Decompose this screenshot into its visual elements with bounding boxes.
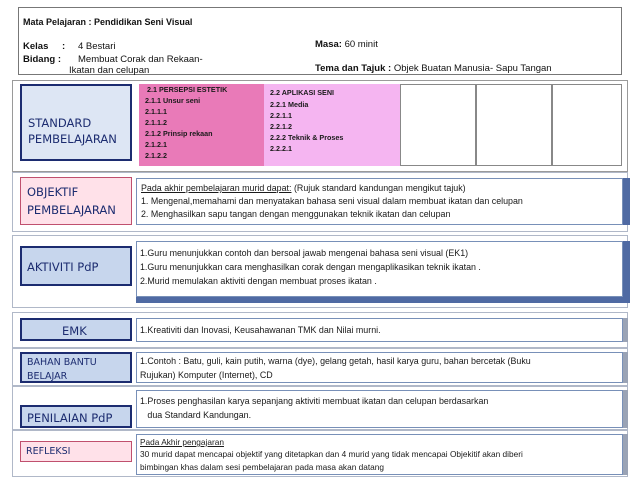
penilaian-shadow [623, 390, 628, 428]
penilaian-pdp-label [20, 405, 132, 428]
refleksi-label-text: REFLEKSI [26, 446, 71, 457]
refleksi-label [20, 441, 132, 462]
emk-text: 1.Kreativiti dan Inovasi, Keusahawanan TMK dan Nilai murni. [140, 325, 381, 335]
tema-value: Objek Buatan Manusia- Sapu Tangan [391, 63, 552, 74]
estetik-item: 2.1.1.1 [145, 107, 167, 116]
masa-field [315, 39, 378, 50]
estetik-item: 2.1.1.2 [145, 118, 167, 127]
bidang-value-line-2: Ikatan dan celupan [69, 65, 150, 76]
objektif-intro [141, 183, 466, 194]
emk-label [20, 318, 132, 341]
refleksi-line-1: Pada Akhir pengajaran [140, 437, 224, 447]
estetik-item: 2.1.2 Prinsip rekaan [145, 129, 213, 138]
refleksi-line-2: 30 murid dapat mencapai objektif yang ditetapkan dan 4 murid yang tidak mencapai Objekitif akan diberi [140, 449, 523, 459]
objektif-line-2: 2. Menghasilkan sapu tangan dengan menggunakan teknik ikatan dan celupan [141, 209, 451, 219]
penilaian-content [136, 390, 623, 428]
objektif-label-line-1: OBJEKTIF [27, 185, 79, 199]
kelas-colon: : [62, 41, 66, 52]
aplikasi-seni-box [264, 84, 400, 166]
bidang-label: Bidang : [23, 54, 61, 65]
aplikasi-heading: 2.2 APLIKASI SENI [270, 88, 335, 97]
refleksi-line-3: bimbingan khas dalam sesi pembelajaran pada masa akan datang [140, 462, 384, 472]
bahan-content [136, 352, 623, 383]
kelas-value: 4 Bestari [78, 41, 116, 52]
estetik-item: 2.1.2.1 [145, 140, 167, 149]
aplikasi-item: 2.2.1.2 [270, 122, 292, 131]
bahan-line-1: 1.Contoh : Batu, guli, kain putih, warna (dye), gelang getah, hasil karya guru, bahan bercetak (Buku [140, 356, 531, 366]
persepsi-estetik-box [139, 84, 264, 166]
standard-empty-cell-2 [476, 84, 552, 166]
aplikasi-item: 2.2.2.1 [270, 144, 292, 153]
objektif-intro-rest: (Rujuk standard kandungan mengikut tajuk) [291, 183, 466, 193]
aktiviti-shadow-right [623, 241, 630, 303]
bahan-line-2: Rujukan) Komputer (Internet), CD [140, 370, 273, 380]
aktiviti-content [136, 241, 623, 297]
tema-label: Tema dan Tajuk : [315, 63, 392, 74]
bidang-value-line-1: Membuat Corak dan Rekaan- [78, 54, 203, 65]
bahan-shadow [623, 352, 628, 383]
refleksi-content [136, 434, 623, 475]
aktiviti-line-2: 1.Guru menunjukkan cara menghasilkan corak dengan mengaplikasikan teknik ikatan . [140, 262, 481, 272]
aplikasi-item: 2.2.1 Media [270, 100, 309, 109]
emk-label-text: EMK [62, 324, 87, 338]
aktiviti-pdp-label [20, 246, 132, 286]
estetik-heading: 2.1 PERSEPSI ESTETIK [147, 85, 228, 94]
standard-label-line-1: STANDARD [28, 116, 92, 130]
aplikasi-item: 2.2.1.1 [270, 111, 292, 120]
aktiviti-shadow-bottom [136, 297, 630, 303]
standard-label-line-2: PEMBELAJARAN [28, 132, 117, 146]
bahan-bantu-belajar-label [20, 352, 132, 383]
penilaian-label-text: PENILAIAN PdP [27, 411, 113, 425]
bahan-label-line-2: BELAJAR [27, 371, 68, 382]
masa-value: 60 minit [341, 39, 378, 50]
tema-field [315, 63, 552, 74]
refleksi-shadow [623, 434, 628, 475]
lesson-header [18, 7, 622, 75]
objektif-content [136, 178, 623, 225]
kelas-label: Kelas [23, 41, 49, 52]
objektif-intro-underlined: Pada akhir pembelajaran murid dapat: [141, 183, 292, 193]
emk-shadow [623, 318, 628, 342]
standard-empty-cell-1 [400, 84, 476, 166]
objektif-shadow [623, 178, 630, 225]
bahan-label-line-1: BAHAN BANTU [27, 357, 97, 368]
emk-content [136, 318, 623, 342]
standard-empty-cell-3 [552, 84, 622, 166]
masa-label: Masa: [315, 39, 342, 50]
subject-title: Mata Pelajaran : Pendidikan Seni Visual [23, 17, 193, 27]
estetik-item: 2.1.1 Unsur seni [145, 96, 201, 105]
objektif-pembelajaran-label [20, 177, 132, 225]
estetik-item: 2.1.2.2 [145, 151, 167, 160]
objektif-label-line-2: PEMBELAJARAN [27, 203, 116, 217]
penilaian-line-2: dua Standard Kandungan. [140, 410, 252, 420]
penilaian-line-1: 1.Proses penghasilan karya sepanjang aktiviti membuat ikatan dan celupan berdasarkan [140, 396, 489, 406]
aktiviti-line-3: 2.Murid memulakan aktiviti dengan membuat proses ikatan . [140, 276, 377, 286]
aktiviti-line-1: 1.Guru menunjukkan contoh dan bersoal jawab mengenai bahasa seni visual (EK1) [140, 248, 469, 258]
aktiviti-label-text: AKTIVITI PdP [27, 260, 99, 274]
standard-pembelajaran-label [20, 84, 132, 161]
aplikasi-item: 2.2.2 Teknik & Proses [270, 133, 344, 142]
objektif-line-1: 1. Mengenal,memahami dan menyatakan bahasa seni visual dalam membuat ikatan dan celupan [141, 196, 523, 206]
